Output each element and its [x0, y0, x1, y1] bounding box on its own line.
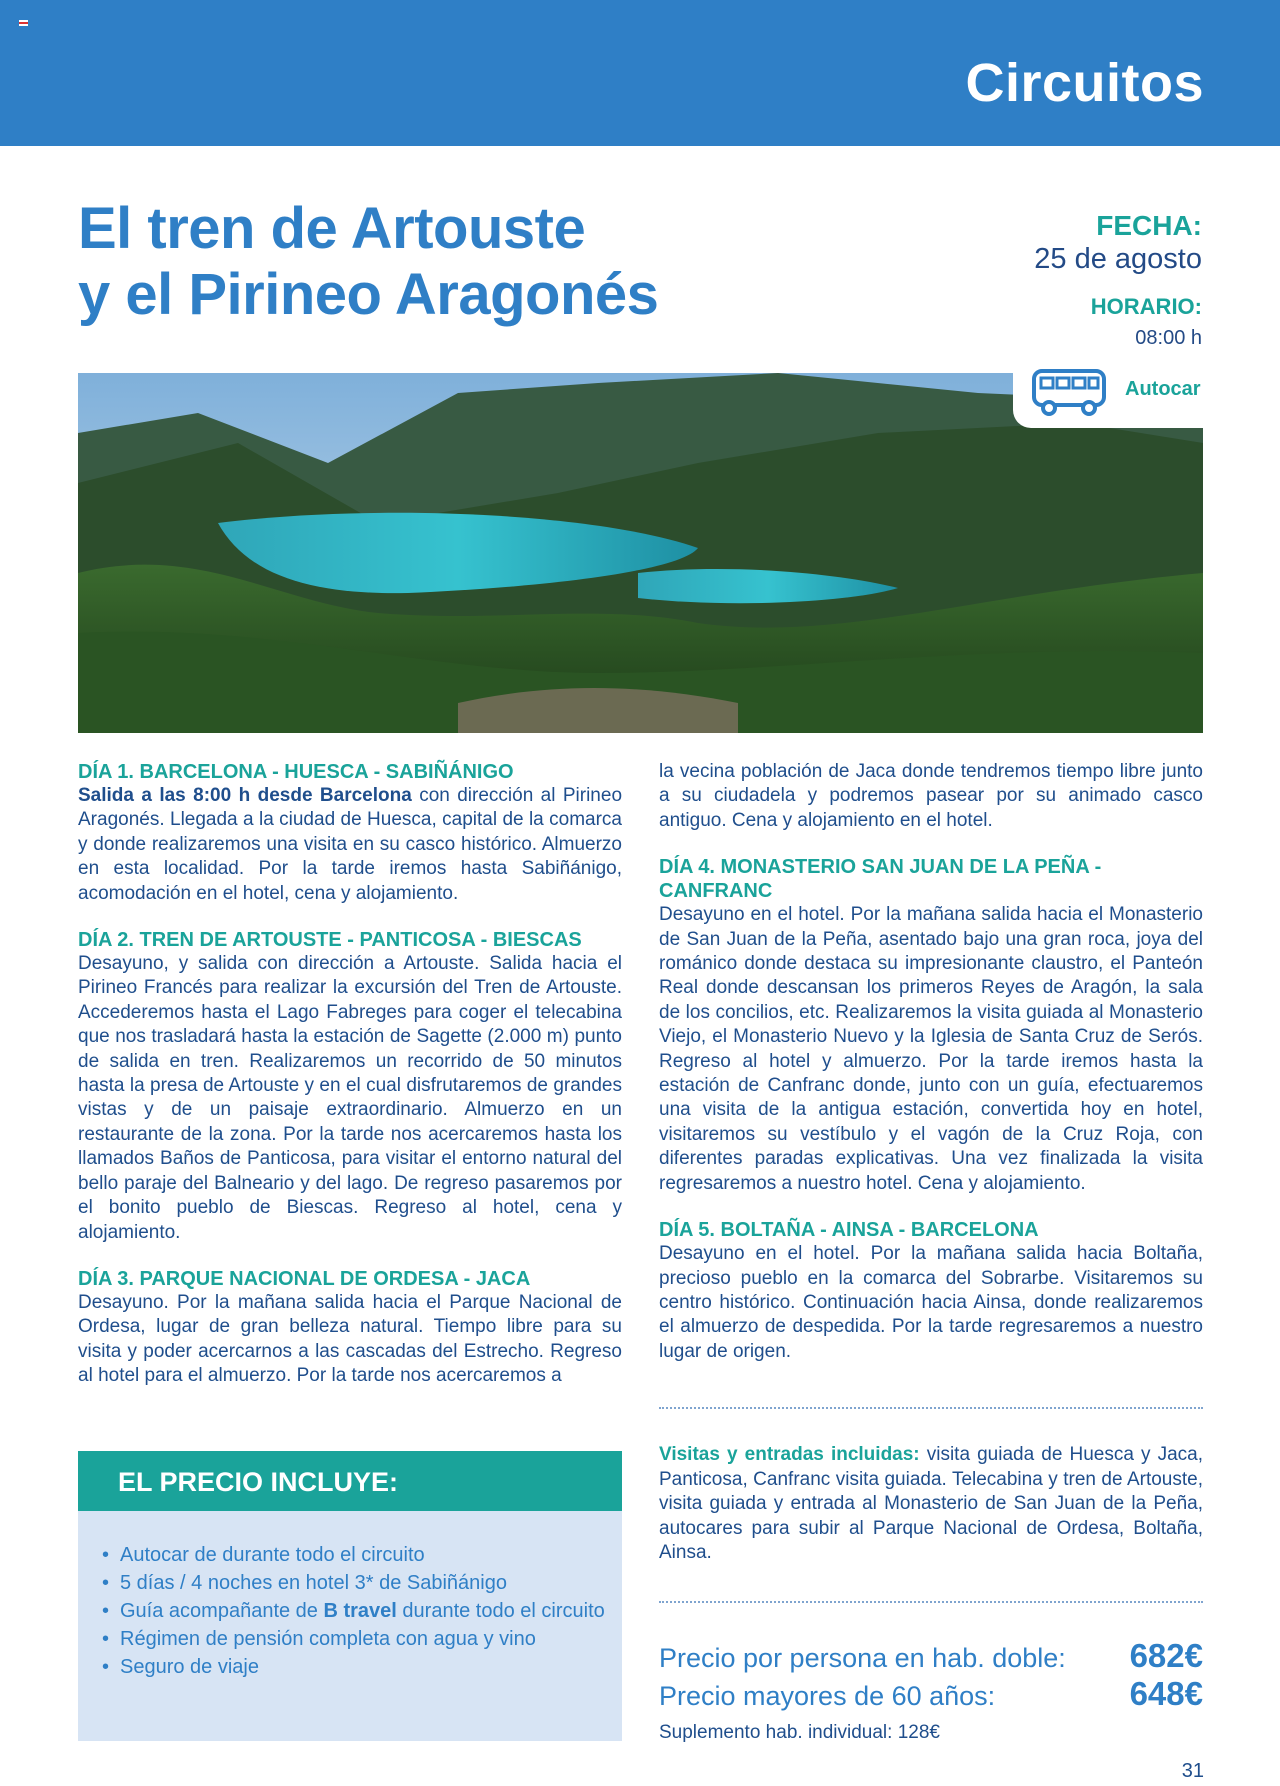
- list-item: • Régimen de pensión completa con agua y vino: [102, 1625, 622, 1653]
- list-item: • Autocar de durante todo el circuito: [102, 1541, 622, 1569]
- trip-title: [78, 196, 658, 328]
- trip-title-line-1: El tren de Artouste: [78, 196, 586, 261]
- flag-icon: [19, 20, 28, 26]
- day-3-continued: [659, 760, 1203, 833]
- date-value: 25 de agosto: [1034, 243, 1202, 275]
- day-body: con dirección al Pirineo Aragonés. Llegada a la ciudad de Huesca, capital de la comarca y donde realizaremos una visita en su casco histórico. Almuerzo en esta localidad. Por la tarde iremos hasta Sabiñánigo, acomodación en el hotel, cena y alojamiento.: [78, 785, 623, 904]
- day-title: DÍA 4. MONASTERIO SAN JUAN DE LA PEÑA - CANFRANC: [659, 856, 1102, 903]
- brand-name: B travel: [323, 1600, 397, 1622]
- itinerary-right-column: [659, 760, 1203, 1386]
- price-value: 682€: [1129, 1637, 1203, 1674]
- day-1: [78, 760, 622, 906]
- day-title: DÍA 2. TREN DE ARTOUSTE - PANTICOSA - BIESCAS: [78, 929, 582, 952]
- price-row-senior: [659, 1676, 1203, 1714]
- day-description: Desayuno. Por la mañana salida hacia el Parque Nacional de Ordesa, lugar de gran belleza natural. Tiempo libre para su visita y poder acercarnos a las cascadas del Estrecho. Regreso al hotel para el almuerzo. Por la tarde nos acercaremos a: [78, 1291, 622, 1387]
- dotted-divider: [659, 1407, 1203, 1409]
- guide-prefix: Guía acompañante de: [120, 1600, 324, 1622]
- dotted-divider: [659, 1601, 1203, 1603]
- schedule-value: 08:00 h: [1135, 327, 1202, 349]
- day-3: [78, 1267, 622, 1389]
- day-2: [78, 928, 622, 1245]
- includes-header: [78, 1451, 622, 1511]
- price-includes-box: [78, 1451, 622, 1741]
- date-label: FECHA:: [1096, 210, 1202, 241]
- included-visits: [659, 1443, 1203, 1566]
- schedule-label: HORARIO:: [1090, 294, 1202, 319]
- day-description: la vecina población de Jaca donde tendremos tiempo libre junto a su ciudadela y podremos pasear por su animado casco antiguo. Cena y alojamiento en el hotel.: [659, 761, 1203, 831]
- single-room-supplement: Suplemento hab. individual: 128€: [659, 1722, 940, 1743]
- day-title: DÍA 1. BARCELONA - HUESCA - SABIÑÁNIGO: [78, 761, 514, 783]
- price-row-double: [659, 1638, 1203, 1676]
- date-time-info: [1034, 210, 1202, 350]
- transport-badge: [1013, 360, 1203, 428]
- price-value: 648€: [1129, 1675, 1203, 1712]
- includes-list: [78, 1511, 622, 1681]
- day-description: Desayuno, y salida con dirección a Artouste. Salida hacia el Pirineo Francés para realizar la excursión del Tren de Artouste. Accederemos hasta el Lago Fabreges para coger el telecabina que nos trasladará hasta la estación de Sagette (2.000 m) punto de salida en tren. Realizaremos un recorrido de 50 minutos hasta la presa de Artouste y en el cual disfrutaremos de grandes vistas y de un paisaje extraordinario. Almuerzo en un restaurante de la zona. Por la tarde nos acercaremos hasta los llamados Baños de Panticosa, para visitar el entorno natural del bello paraje del Balneario y del lago. De regreso pasaremos por el bonito pueblo de Biescas. Regreso al hotel, cena y alojamiento.: [78, 953, 622, 1243]
- day-4: [659, 855, 1203, 1196]
- list-item: • 5 días / 4 noches en hotel 3* de Sabiñánigo: [102, 1569, 622, 1597]
- transport-label: Autocar: [1125, 378, 1201, 400]
- included-visits-text: visita guiada de Huesca y Jaca, Panticosa, Canfranc visita guiada. Telecabina y tren de Artouste, visita guiada y entrada al Monasterio de San Juan de la Peña, autocares para subir al Parque Nacional de Ordesa, Boltaña, Ainsa.: [659, 1444, 1203, 1564]
- page-number: 31: [1181, 1760, 1204, 1782]
- price-label: Precio por persona en hab. doble:: [659, 1643, 1066, 1673]
- day-description: Desayuno en el hotel. Por la mañana salida hacia Boltaña, precioso pueblo en la comarca del Sobrarbe. Visitaremos su centro histórico. Continuación hacia Ainsa, donde realizaremos el almuerzo de despedida. Por la tarde regresaremos a nuestro lugar de origen.: [659, 1243, 1203, 1362]
- day-5: [659, 1218, 1203, 1364]
- itinerary-left-column: [78, 760, 622, 1411]
- list-item: • Seguro de viaje: [102, 1653, 622, 1681]
- day-description: Desayuno en el hotel. Por la mañana salida hacia el Monasterio de San Juan de la Peña, asentado bajo una gran roca, joya del románico donde destaca su impresionante claustro, el Panteón Real donde descansan los primeros Reyes de Aragón, la sala de los concilios, etc. Realizaremos la visita guiada al Monasterio Viejo, el Monasterio Nuevo y la Iglesia de Santa Cruz de Serós. Regreso al hotel y almuerzo. Por la tarde iremos hasta la estación de Canfranc donde, junto con un guía, efectuaremos una visita de la antigua estación, convertida hoy en hotel, visitaremos su vestíbulo y el vagón de la Cruz Roja, con diferentes paradas explicativas. Una vez finalizada la visita regresaremos a nuestro hotel. Cena y alojamiento.: [659, 904, 1203, 1194]
- bus-icon: [1031, 368, 1107, 416]
- price-block: [659, 1638, 1203, 1744]
- guide-suffix: durante todo el circuito: [396, 1600, 605, 1622]
- day-title: DÍA 3. PARQUE NACIONAL DE ORDESA - JACA: [78, 1267, 531, 1290]
- day-description: [78, 784, 622, 906]
- day-title: DÍA 5. BOLTAÑA - AINSA - BARCELONA: [659, 1219, 1039, 1242]
- trip-title-line-2: y el Pirineo Aragonés: [78, 262, 659, 327]
- section-title: Circuitos: [965, 53, 1204, 113]
- included-visits-label: Visitas y entradas incluidas:: [659, 1444, 920, 1465]
- price-label: Precio mayores de 60 años:: [659, 1681, 996, 1711]
- includes-title: EL PRECIO INCLUYE:: [118, 1467, 399, 1497]
- day-lead: Salida a las 8:00 h desde Barcelona: [78, 785, 412, 806]
- header-bar: [0, 0, 1280, 146]
- list-item: [102, 1597, 622, 1625]
